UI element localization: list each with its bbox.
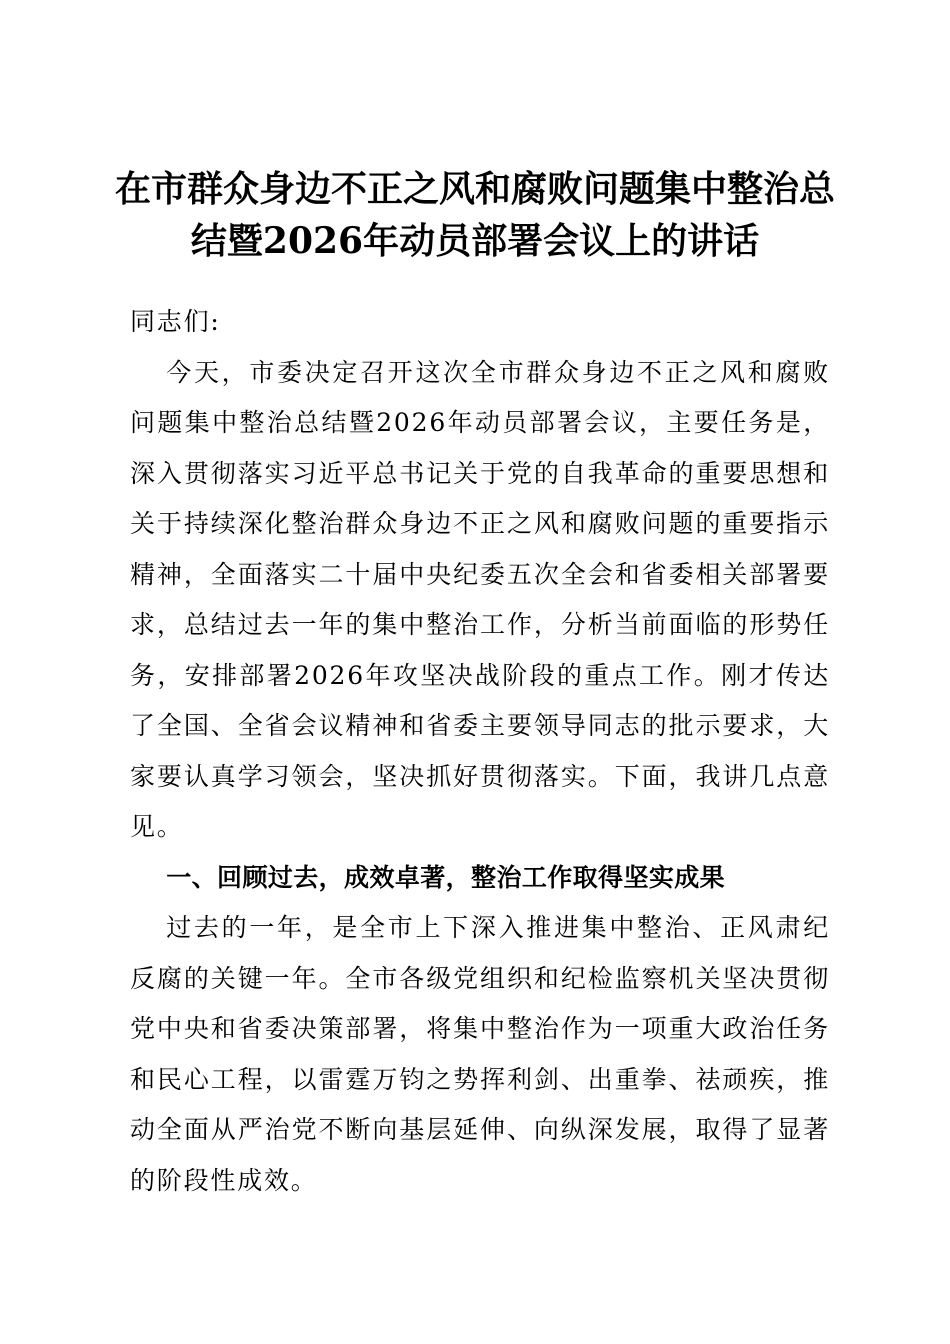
section-1-paragraph: 过去的一年，是全市上下深入推进集中整治、正风肃纪反腐的关键一年。全市各级党组织和纪检监察机关坚决贯彻党中央和省委决策部署，将集中整治作为一项重大政治任务和民心工程，以雷霆万钧之势挥利剑、出重拳、祛顽疾，推动全面从严治党不断向基层延伸、向纵深发展，取得了显著的阶段性成效。 <box>130 913 830 1195</box>
section-heading-1: 一、回顾过去，成效卓著，整治工作取得坚实成果 <box>166 862 726 892</box>
document-title: 在市群众身边不正之风和腐败问题集中整治总结暨2026年动员部署会议上的讲话 <box>114 168 835 262</box>
document-body <box>130 297 830 1206</box>
salutation: 同志们: <box>130 307 221 336</box>
intro-paragraph: 今天，市委决定召开这次全市群众身边不正之风和腐败问题集中整治总结暨2026年动员部署会议，主要任务是，深入贯彻落实习近平总书记关于党的自我革命的重要思想和关于持续深化整治群众身边不正之风和腐败问题的重要指示精神，全面落实二十届中央纪委五次全会和省委相关部署要求，总结过去一年的集中整治工作，分析当前面临的形势任务，安排部署2026年攻坚决战阶段的重点工作。刚才传达了全国、全省会议精神和省委主要领导同志的批示要求，大家要认真学习领会，坚决抓好贯彻落实。下面，我讲几点意见。 <box>130 357 830 841</box>
